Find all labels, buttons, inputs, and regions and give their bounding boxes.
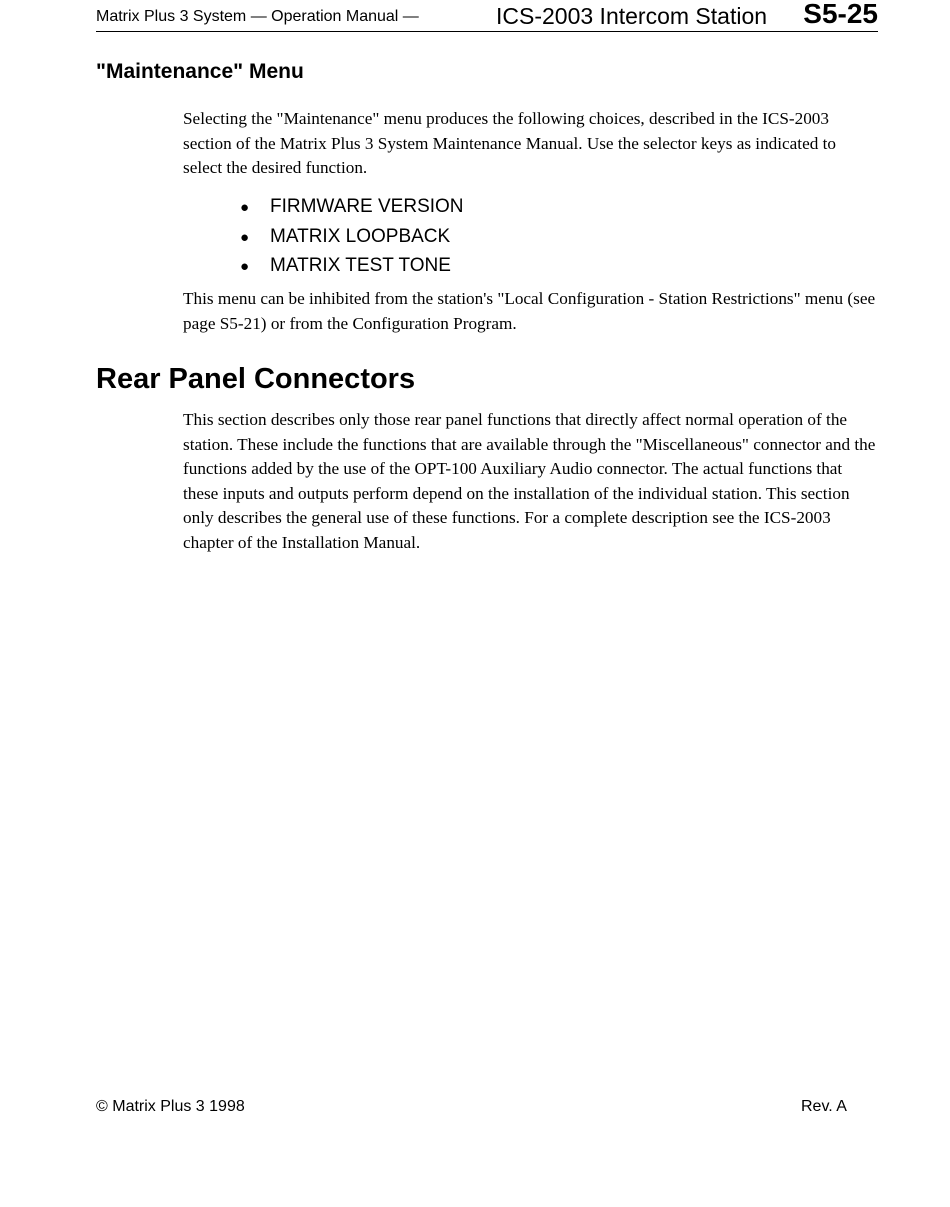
section-title: ICS-2003 Intercom Station [496,3,768,29]
manual-title: Matrix Plus 3 System — Operation Manual — [96,8,419,25]
maintenance-menu-heading: "Maintenance" Menu [96,60,304,83]
list-item [240,192,464,222]
page-number: S5-25 [803,0,878,29]
list-item-label: MATRIX LOOPBACK [270,225,451,247]
maintenance-options-list [240,192,464,281]
maintenance-note-paragraph: This menu can be inhibited from the station's "Local Configuration - Station Restrictions" menu (see page S5-21) or from the Configuration Program. [183,289,876,333]
bullet-icon: ● [240,199,250,216]
maintenance-intro-paragraph: Selecting the "Maintenance" menu produces the following choices, described in the ICS-2003 section of the Matrix Plus 3 System Maintenance Manual. Use the selector keys as indicated to select the desired function. [183,109,836,177]
bullet-icon: ● [240,258,250,275]
footer-copyright: © Matrix Plus 3 1998 [96,1098,245,1115]
rear-panel-paragraph: This section describes only those rear panel functions that directly affect normal operation of the station. These include the functions that are available through the "Miscellaneous" connector and the functions added by the use of the OPT-100 Auxiliary Audio connector. The actual functions that these inputs and outputs perform depend on the installation of the individual station. This section only describes the general use of these functions. For a complete description see the ICS-2003 chapter of the Installation Manual. [183,410,876,552]
list-item-label: MATRIX TEST TONE [270,255,451,276]
list-item [240,222,464,252]
footer-revision: Rev. A [801,1098,847,1115]
bullet-icon: ● [240,228,250,246]
page-header [96,0,878,32]
list-item [240,251,464,281]
list-item-label: FIRMWARE VERSION [270,196,464,217]
rear-panel-heading: Rear Panel Connectors [96,363,416,395]
